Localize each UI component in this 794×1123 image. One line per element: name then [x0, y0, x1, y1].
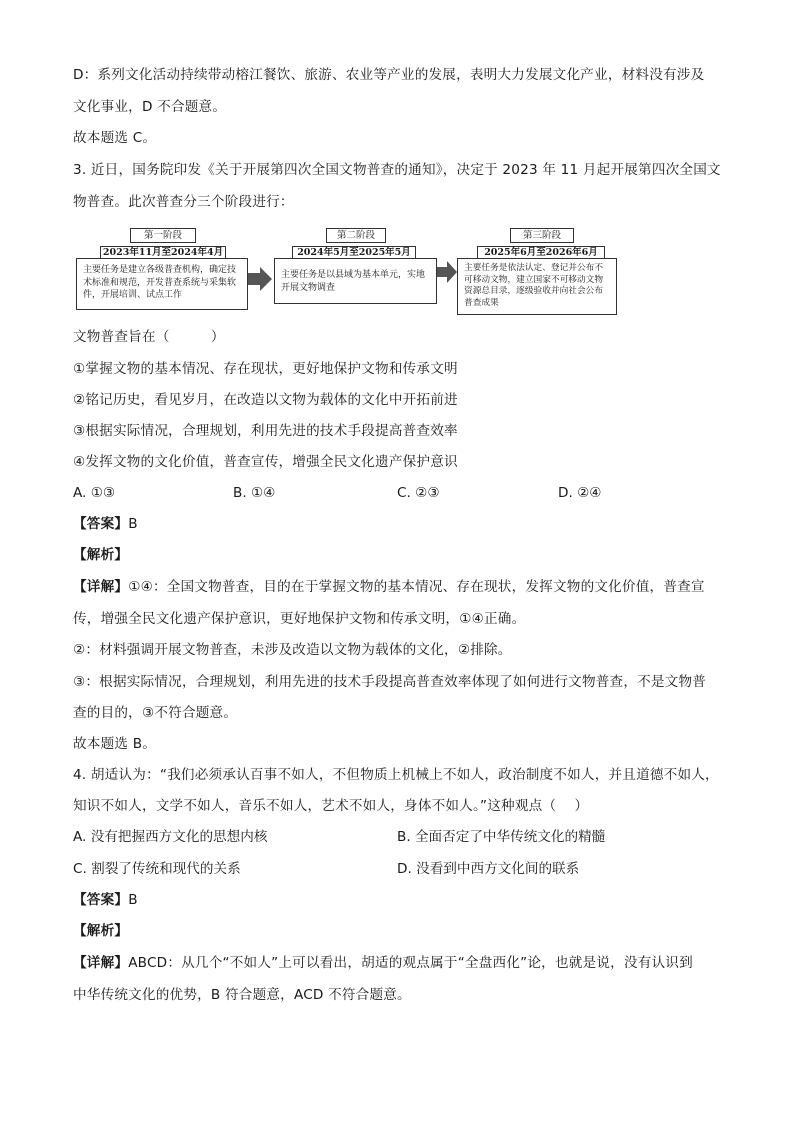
stage-3-date: 2025年6月至2026年6月: [477, 246, 605, 260]
explanation-line: 查的目的，③不符合题意。: [73, 705, 238, 721]
explanation-line: ③：根据实际情况，合理规划，利用先进的技术手段提高普查效率体现了如何进行文物普查，不是文物普: [73, 674, 707, 690]
stage-2-box: 主要任务是以县域为基本单元，实地开展文物调查: [274, 258, 437, 304]
arrow-right-icon: [248, 267, 273, 291]
explanation-text: ①④：全国文物普查，目的在于掌握文物的基本情况、存在现状，发挥文物的文化价值，普查宣: [128, 579, 705, 595]
explanation-line: [73, 578, 705, 596]
text-line: 故本题选 C。: [73, 130, 157, 146]
option-a: A. ①③: [73, 485, 116, 501]
answer-line: [73, 891, 138, 909]
conclusion-line: 故本题选 B。: [73, 736, 157, 752]
statement-1: ①掌握文物的基本情况、存在现状，更好地保护文物和传承文明: [73, 361, 458, 377]
option-b: B. 全面否定了中华传统文化的精髓: [397, 829, 606, 845]
explanation-line: [73, 954, 693, 972]
explanation-line: 传，增强全民文化遗产保护意识，更好地保护文物和传承文明，①④正确。: [73, 611, 526, 627]
detail-label: 【详解】: [73, 955, 129, 971]
answer-line: [73, 515, 138, 533]
stage-1-date: 2023年11月至2024年4月: [100, 246, 226, 260]
text-line: 文化事业，D 不合题意。: [73, 99, 227, 115]
question-4-stem: 4. 胡适认为：“我们必须承认百事不如人，不但物质上机械上不如人，政治制度不如人，并且道德不如人，: [73, 767, 719, 783]
explanation-text: ABCD：从几个“不如人”上可以看出，胡适的观点属于“全盘西化”论，也就是说，没有认识到: [128, 955, 693, 971]
question-3-stem: 3. 近日，国务院印发《关于开展第四次全国文物普查的通知》，决定于 2023 年 11 月起开展第四次全国文: [73, 162, 721, 178]
option-a: A. 没有把握西方文化的思想内核: [73, 829, 268, 845]
stage-3-title: 第三阶段: [510, 228, 574, 243]
answer-value: B: [128, 892, 138, 908]
question-4-stem-cont: 知识不如人，文学不如人，音乐不如人，艺术不如人，身体不如人。”这种观点（ ）: [73, 798, 589, 814]
stage-2-title: 第二阶段: [326, 228, 386, 243]
stage-1-title: 第一阶段: [130, 228, 196, 243]
option-c: C. ②③: [397, 485, 440, 501]
question-3-stem-cont: 物普查。此次普查分三个阶段进行：: [73, 194, 294, 210]
stage-3-box: 主要任务是依法认定、登记并公布不可移动文物，建立国家不可移动文物资源总目录，逐级验收并向社会公布普查成果: [457, 258, 617, 315]
text-line: D：系列文化活动持续带动榕江餐饮、旅游、农业等产业的发展，表明大力发展文化产业，材料没有涉及: [73, 67, 705, 83]
statement-3: ③根据实际情况，合理规划，利用先进的技术手段提高普查效率: [73, 423, 458, 439]
explanation-line: ②：材料强调开展文物普查，未涉及改造以文物为载体的文化，②排除。: [73, 642, 512, 658]
analysis-label: 【解析】: [73, 547, 129, 563]
option-c: C. 割裂了传统和现代的关系: [73, 861, 241, 877]
explanation-line: 中华传统文化的优势，B 符合题意，ACD 不符合题意。: [73, 987, 411, 1003]
detail-label: 【详解】: [73, 579, 129, 595]
arrow-right-icon: [437, 261, 457, 283]
option-d: D. 没看到中西方文化间的联系: [397, 861, 580, 877]
statement-4: ④发挥文物的文化价值，普查宣传，增强全民文化遗产保护意识: [73, 454, 458, 470]
analysis-label: 【解析】: [73, 923, 129, 939]
statement-2: ②铭记历史，看见岁月，在改造以文物为载体的文化中开拓前进: [73, 392, 458, 408]
stage-2-date: 2024年5月至2025年5月: [292, 246, 416, 260]
stage-1-box: 主要任务是建立各级普查机构，确定技术标准和规范，开发普查系统与采集软件，开展培训、试点工作: [76, 258, 248, 310]
option-d: D. ②④: [558, 485, 602, 501]
question-3-prompt: 文物普查旨在（ ）: [73, 329, 225, 345]
option-b: B. ①④: [233, 485, 276, 501]
answer-value: B: [128, 516, 138, 532]
answer-label: 【答案】: [73, 892, 129, 908]
answer-label: 【答案】: [73, 516, 129, 532]
